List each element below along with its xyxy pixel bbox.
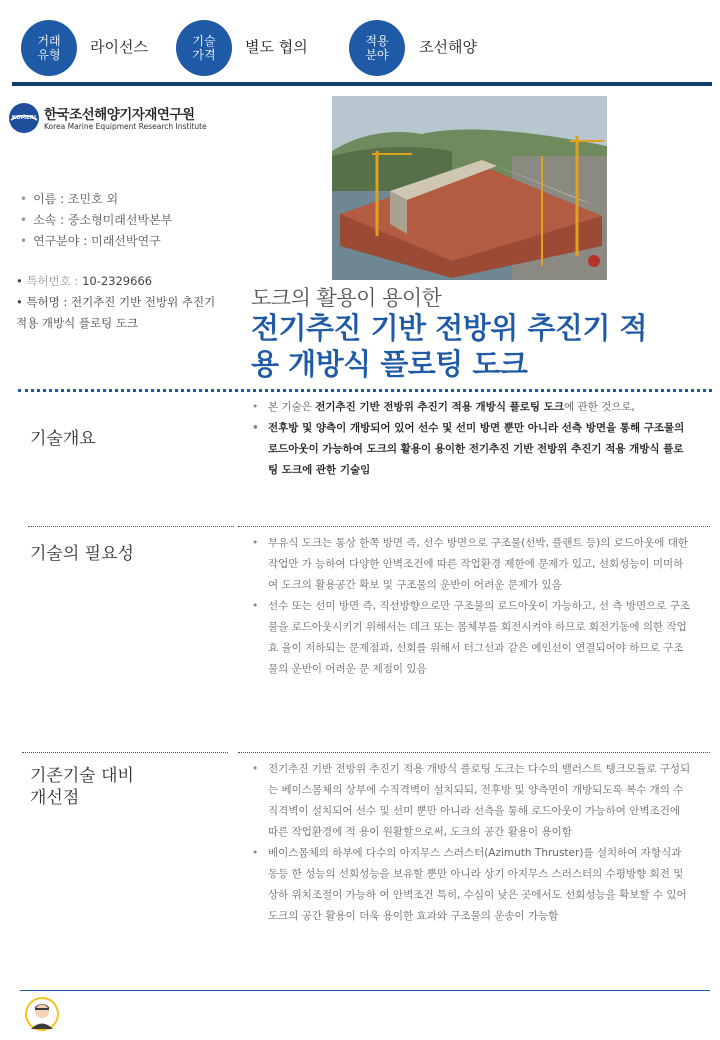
list-item: • 전기추진 기반 전방위 추진기 적용 개방식 플로팅 도크는 다수의 밸러스트 탱크모듈로 구성되는 베이스몸체의 상부에 수직격벽이 설치되되, 전후방 및 양측면이 개방되도록 복수 개의 수 직격벽이 설치되어 선수 및 선미 뿐만 아니라 선측을 통해 로드아웃이 가능하여 안벽조건에 따른 작업환경에 적 용이 원활할으로써, 도크의 공간 활용이 용이함 — [250, 759, 692, 843]
researcher-name: • 이름 : 조민호 외 — [20, 192, 119, 206]
footer-divider — [20, 990, 710, 991]
avatar — [24, 996, 60, 1032]
patent-name: • 특허명 : 전기추진 기반 전방위 추진기 — [16, 295, 216, 309]
necessity-bullets — [250, 533, 692, 680]
overview-bullets — [250, 397, 692, 481]
section-label-necessity: 기술의 필요성 — [30, 544, 134, 564]
section-label-overview: 기술개요 — [30, 429, 96, 449]
section-label-improvement: 기존기술 대비 개선점 — [30, 766, 134, 808]
komeri-logo-icon — [8, 102, 40, 134]
application-field-value: 조선해양 — [419, 38, 477, 56]
section-divider — [28, 526, 234, 527]
badge-application-field — [349, 20, 405, 76]
badge-label: 유형 — [37, 48, 61, 62]
org-name-kr: 한국조선해양기자재연구원 — [44, 107, 195, 123]
tech-title: 전기추진 기반 전방위 추진기 적 용 개방식 플로팅 도크 — [251, 311, 648, 381]
badge-label: 가격 — [192, 48, 216, 62]
list-item: • 전후방 및 양측이 개방되어 있어 선수 및 선미 방면 뿐만 아니라 선측 방면을 통해 구조물의 로드아웃이 가능하여 도크의 활용이 용이한 전기추진 기반 전방위 추진기 적용 개방식 플로팅 도크에 관한 기술임 — [250, 418, 692, 481]
badge-label: 적용 — [365, 34, 389, 48]
list-item: • 본 기술은 전기추진 기반 전방위 추진기 적용 개방식 플로팅 도크에 관한 것으로, — [250, 397, 692, 418]
section-divider — [238, 526, 710, 527]
badge-label: 기술 — [192, 34, 216, 48]
org-name-en: Korea Marine Equipment Research Institute — [44, 122, 207, 131]
patent-name-cont: 적용 개방식 플로팅 도크 — [16, 316, 139, 330]
badge-trade-type — [21, 20, 77, 76]
badge-label: 거래 — [37, 34, 61, 48]
improvement-bullets — [250, 759, 692, 927]
badge-tech-price — [176, 20, 232, 76]
researcher-affiliation: • 소속 : 중소형미래선박본부 — [20, 213, 173, 227]
tech-price-value: 별도 협의 — [245, 38, 308, 56]
list-item: • 선수 또는 선미 방면 즉, 직선방향으로만 구조물의 로드아웃이 가능하고, 선 측 방면으로 구조물을 로드아웃시키기 위해서는 데크 또는 몸체부를 회전시켜야 하므로 회전기동에 의한 작업효 율이 저하되는 문제점과, 선회를 위해서 터그선과 같은 예인선이 연결되어야 하므로 구조물의 운반이 어려운 문 제점이 있음 — [250, 596, 692, 680]
title-divider — [18, 389, 712, 392]
list-item: • 베이스몸체의 하부에 다수의 아지무스 스러스터(Azimuth Thruster)를 설치하여 자항식과 동등 한 성능의 선회성능을 보유할 뿐만 아니라 상기 아지무스 스러스터의 수평방향 회전 및 상하 위치조절이 가능하 여 안벽조건 특히, 수심이 낮은 곳에서도 선회성능을 확보할 수 있어 도크의 공간 활용이 더욱 용이한 효과와 구조물의 운송이 가능함 — [250, 843, 692, 927]
section-divider — [22, 752, 228, 753]
badge-label: 분야 — [365, 48, 389, 62]
floating-dock-photo — [332, 96, 607, 280]
tech-subtitle: 도크의 활용이 용이한 — [251, 286, 442, 310]
list-item: • 부유식 도크는 통상 한쪽 방면 즉, 선수 방면으로 구조물(선박, 플랜트 등)의 로드아웃에 대한 작업만 가 능하여 다양한 안벽조건에 따른 작업환경 제한에 문제가 있고, 선회성능이 미미하여 도크의 활용공간 확보 및 구조물의 운반이 어려운 문제가 있음 — [250, 533, 692, 596]
logo-lettering: KOMERI — [11, 115, 37, 121]
researcher-field: • 연구분야 : 미래선박연구 — [20, 234, 161, 248]
header-divider — [12, 82, 712, 86]
section-divider — [238, 752, 710, 753]
trade-type-value: 라이선스 — [90, 38, 148, 56]
patent-number: • 특허번호 : 10-2329666 — [16, 274, 153, 288]
